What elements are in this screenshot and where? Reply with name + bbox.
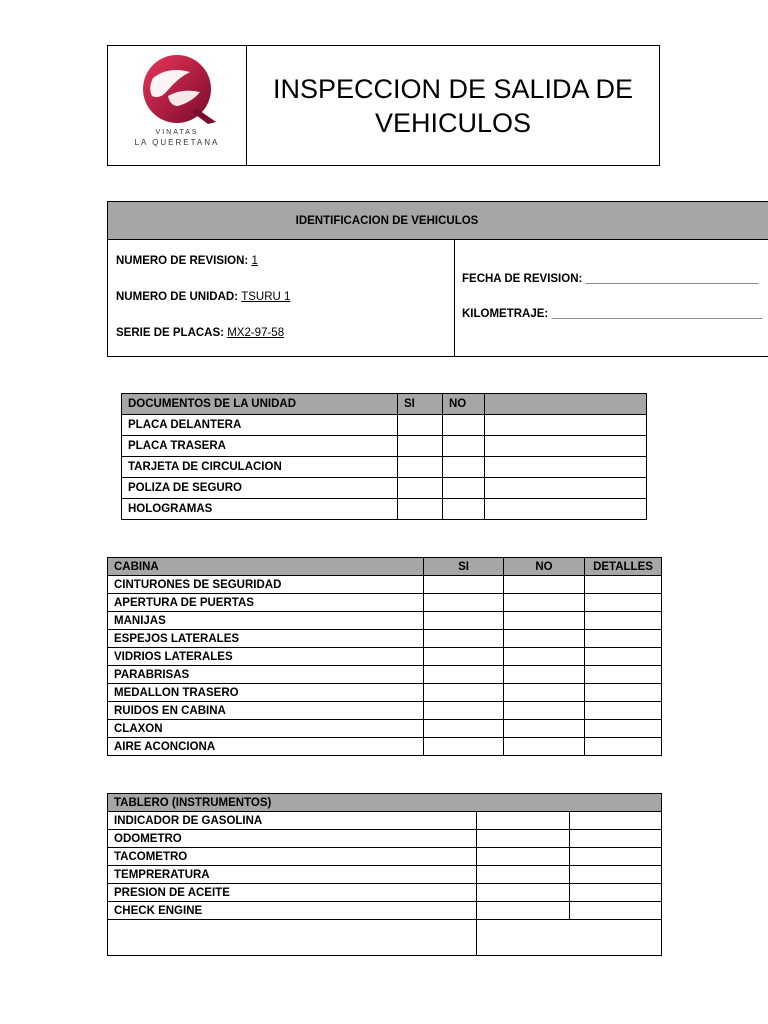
cabin-check-cell[interactable]: [424, 684, 504, 702]
cabin-header-col-2: NO: [504, 558, 585, 576]
cabin-item-label: MEDALLON TRASERO: [108, 684, 424, 702]
cabin-check-cell[interactable]: [424, 594, 504, 612]
header-box: [107, 45, 660, 166]
logo-line-2: LA QUERETANA: [134, 138, 220, 147]
table-row: [122, 415, 647, 436]
dashboard-item-label: [108, 920, 477, 956]
dashboard-check-cell[interactable]: [477, 830, 570, 848]
documents-item-label: TARJETA DE CIRCULACION: [122, 457, 398, 478]
cabin-header-col-1: SI: [424, 558, 504, 576]
documents-check-cell[interactable]: [485, 415, 647, 436]
table-row: [108, 594, 662, 612]
cabin-header-col-0: CABINA: [108, 558, 424, 576]
cabin-check-cell[interactable]: [504, 702, 585, 720]
dashboard-item-label: CHECK ENGINE: [108, 902, 477, 920]
cabin-check-cell[interactable]: [585, 612, 662, 630]
company-logo: [108, 48, 246, 132]
cabin-item-label: APERTURA DE PUERTAS: [108, 594, 424, 612]
dashboard-item-label: INDICADOR DE GASOLINA: [108, 812, 477, 830]
table-row: [122, 478, 647, 499]
cabin-header-row: [108, 558, 662, 576]
documents-item-label: POLIZA DE SEGURO: [122, 478, 398, 499]
cabin-table: [107, 557, 662, 756]
dashboard-header-col-0: TABLERO (INSTRUMENTOS): [108, 794, 662, 812]
table-row: [108, 648, 662, 666]
unit-number-field: [116, 291, 290, 303]
cabin-header-col-3: DETALLES: [585, 558, 662, 576]
identification-block: [107, 201, 768, 357]
table-row: [108, 738, 662, 756]
cabin-check-cell[interactable]: [424, 576, 504, 594]
revision-number-field: [116, 255, 258, 267]
revision-number-value[interactable]: 1: [251, 255, 258, 267]
dashboard-check-cell[interactable]: [570, 884, 662, 902]
dashboard-header-row: [108, 794, 662, 812]
plates-label: SERIE DE PLACAS:: [116, 327, 224, 339]
table-row: [108, 720, 662, 738]
plates-field: [116, 327, 284, 339]
cabin-check-cell[interactable]: [585, 720, 662, 738]
cabin-check-cell[interactable]: [424, 720, 504, 738]
documents-check-cell[interactable]: [443, 436, 485, 457]
cabin-check-cell[interactable]: [585, 684, 662, 702]
table-row: [108, 848, 662, 866]
cabin-item-label: ESPEJOS LATERALES: [108, 630, 424, 648]
dashboard-check-cell[interactable]: [477, 812, 570, 830]
unit-number-label: NUMERO DE UNIDAD:: [116, 291, 239, 303]
table-row: [108, 812, 662, 830]
cabin-check-cell[interactable]: [424, 702, 504, 720]
cabin-item-label: CINTURONES DE SEGURIDAD: [108, 576, 424, 594]
documents-item-label: PLACA DELANTERA: [122, 415, 398, 436]
documents-header-col-2: NO: [443, 394, 485, 415]
logo-cell: [108, 46, 247, 165]
cabin-check-cell[interactable]: [504, 576, 585, 594]
dashboard-check-cell[interactable]: [477, 884, 570, 902]
cabin-check-cell[interactable]: [504, 720, 585, 738]
cabin-check-cell[interactable]: [424, 630, 504, 648]
documents-check-cell[interactable]: [443, 478, 485, 499]
documents-check-cell[interactable]: [398, 436, 443, 457]
documents-header-row: [122, 394, 647, 415]
documents-check-cell[interactable]: [398, 457, 443, 478]
cabin-check-cell[interactable]: [424, 666, 504, 684]
cabin-item-label: MANIJAS: [108, 612, 424, 630]
documents-check-cell[interactable]: [398, 499, 443, 520]
dashboard-item-label: TACOMETRO: [108, 848, 477, 866]
cabin-check-cell[interactable]: [424, 738, 504, 756]
logo-line-1: VINATAS: [155, 129, 199, 136]
documents-check-cell[interactable]: [398, 415, 443, 436]
cabin-check-cell[interactable]: [585, 702, 662, 720]
dashboard-table: [107, 793, 662, 956]
plates-value[interactable]: MX2-97-58: [227, 327, 285, 339]
dashboard-check-cell[interactable]: [570, 902, 662, 920]
cabin-check-cell[interactable]: [504, 738, 585, 756]
mileage-field[interactable]: KILOMETRAJE: _________________________________: [462, 308, 763, 320]
cabin-check-cell[interactable]: [585, 666, 662, 684]
table-row: [108, 612, 662, 630]
cabin-item-label: RUIDOS EN CABINA: [108, 702, 424, 720]
documents-check-cell[interactable]: [485, 457, 647, 478]
dashboard-check-cell[interactable]: [477, 848, 570, 866]
cabin-check-cell[interactable]: [424, 648, 504, 666]
table-row: [108, 684, 662, 702]
dashboard-check-cell[interactable]: [477, 866, 570, 884]
revision-date-field[interactable]: FECHA DE REVISION: ___________________________: [462, 273, 759, 285]
page-title: INSPECCION DE SALIDA DE VEHICULOS: [272, 73, 634, 138]
table-row: [122, 457, 647, 478]
documents-check-cell[interactable]: [398, 478, 443, 499]
dashboard-check-cell[interactable]: [570, 848, 662, 866]
cabin-check-cell[interactable]: [585, 738, 662, 756]
dashboard-check-cell[interactable]: [570, 866, 662, 884]
cabin-item-label: VIDRIOS LATERALES: [108, 648, 424, 666]
cabin-check-cell[interactable]: [504, 684, 585, 702]
dashboard-item-label: ODOMETRO: [108, 830, 477, 848]
documents-check-cell[interactable]: [443, 457, 485, 478]
identification-heading: IDENTIFICACION DE VEHICULOS: [108, 202, 768, 240]
dashboard-table-body: [108, 794, 662, 956]
cabin-item-label: PARABRISAS: [108, 666, 424, 684]
documents-table-body: [122, 394, 647, 520]
cabin-check-cell[interactable]: [585, 594, 662, 612]
documents-check-cell[interactable]: [485, 499, 647, 520]
table-row: [108, 884, 662, 902]
table-row: [108, 576, 662, 594]
documents-check-cell[interactable]: [443, 499, 485, 520]
unit-number-value[interactable]: TSURU 1: [241, 291, 291, 303]
table-row: [108, 630, 662, 648]
table-row: [108, 830, 662, 848]
documents-item-label: PLACA TRASERA: [122, 436, 398, 457]
documents-item-label: HOLOGRAMAS: [122, 499, 398, 520]
table-row: [122, 436, 647, 457]
table-row: [108, 902, 662, 920]
cabin-check-cell[interactable]: [585, 630, 662, 648]
table-row: [108, 866, 662, 884]
cabin-item-label: AIRE ACONCIONA: [108, 738, 424, 756]
dashboard-check-cell[interactable]: [570, 812, 662, 830]
cabin-check-cell[interactable]: [504, 630, 585, 648]
dashboard-check-cell[interactable]: [570, 830, 662, 848]
documents-check-cell[interactable]: [443, 415, 485, 436]
cabin-check-cell[interactable]: [504, 594, 585, 612]
cabin-check-cell[interactable]: [585, 648, 662, 666]
cabin-check-cell[interactable]: [504, 612, 585, 630]
cabin-table-body: [108, 558, 662, 756]
dashboard-check-cell[interactable]: [477, 902, 570, 920]
dashboard-item-label: PRESION DE ACEITE: [108, 884, 477, 902]
documents-header-col-3: [485, 394, 647, 415]
cabin-check-cell[interactable]: [504, 666, 585, 684]
cabin-item-label: CLAXON: [108, 720, 424, 738]
documents-check-cell[interactable]: [485, 478, 647, 499]
cabin-check-cell[interactable]: [504, 648, 585, 666]
documents-header-col-0: DOCUMENTOS DE LA UNIDAD: [122, 394, 398, 415]
documents-header-col-1: SI: [398, 394, 443, 415]
revision-number-label: NUMERO DE REVISION:: [116, 255, 249, 267]
table-row: [108, 920, 662, 956]
documents-table: [121, 393, 647, 520]
table-row: [122, 499, 647, 520]
table-row: [108, 702, 662, 720]
table-row: [108, 666, 662, 684]
dashboard-check-cell[interactable]: [477, 920, 662, 956]
cabin-check-cell[interactable]: [424, 612, 504, 630]
cabin-check-cell[interactable]: [585, 576, 662, 594]
documents-check-cell[interactable]: [485, 436, 647, 457]
dashboard-item-label: TEMPRERATURA: [108, 866, 477, 884]
